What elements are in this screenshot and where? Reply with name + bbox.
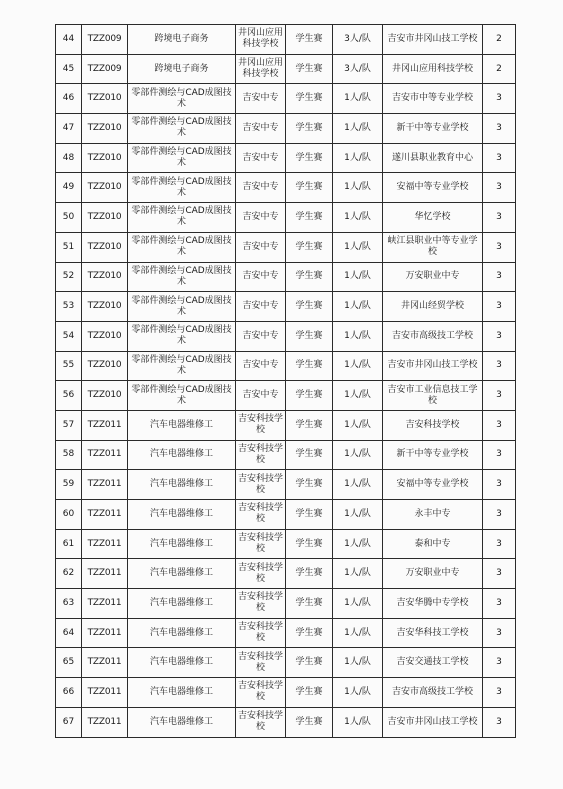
- group-number-cell: 3: [483, 203, 516, 233]
- host-school-cell: 吉安中专: [236, 84, 286, 114]
- group-number-cell: 3: [483, 618, 516, 648]
- table-row: [56, 500, 516, 530]
- competition-type-cell: 学生赛: [286, 321, 333, 351]
- row-number-cell: 63: [56, 589, 82, 619]
- team-size-cell: 1人/队: [333, 648, 383, 678]
- row-number-cell: 66: [56, 678, 82, 708]
- row-number-cell: 58: [56, 440, 82, 470]
- row-number-cell: 44: [56, 25, 82, 55]
- group-number-cell: 3: [483, 440, 516, 470]
- event-code-cell: TZZ010: [82, 262, 128, 292]
- host-school-cell: 吉安科技学校: [236, 678, 286, 708]
- event-name-cell: 汽车电器维修工: [128, 410, 236, 440]
- group-number-cell: 3: [483, 351, 516, 381]
- row-number-cell: 64: [56, 618, 82, 648]
- event-name-cell: 零部件测绘与CAD成图技术: [128, 262, 236, 292]
- host-school-cell: 吉安科技学校: [236, 529, 286, 559]
- row-number-cell: 53: [56, 292, 82, 322]
- event-name-cell: 汽车电器维修工: [128, 707, 236, 737]
- competition-type-cell: 学生赛: [286, 262, 333, 292]
- participating-school-cell: 吉安市高级技工学校: [383, 678, 483, 708]
- row-number-cell: 47: [56, 114, 82, 144]
- competition-type-cell: 学生赛: [286, 618, 333, 648]
- event-name-cell: 零部件测绘与CAD成图技术: [128, 381, 236, 411]
- participating-school-cell: 吉安华腾中专学校: [383, 589, 483, 619]
- competition-type-cell: 学生赛: [286, 678, 333, 708]
- group-number-cell: 2: [483, 25, 516, 55]
- group-number-cell: 3: [483, 707, 516, 737]
- event-code-cell: TZZ010: [82, 321, 128, 351]
- team-size-cell: 1人/队: [333, 321, 383, 351]
- host-school-cell: 吉安中专: [236, 114, 286, 144]
- table-row: [56, 410, 516, 440]
- group-number-cell: 3: [483, 262, 516, 292]
- registration-table: [55, 24, 516, 738]
- participating-school-cell: 吉安市中等专业学校: [383, 84, 483, 114]
- group-number-cell: 3: [483, 143, 516, 173]
- event-name-cell: 零部件测绘与CAD成图技术: [128, 114, 236, 144]
- host-school-cell: 吉安科技学校: [236, 500, 286, 530]
- participating-school-cell: 吉安华科技工学校: [383, 618, 483, 648]
- event-name-cell: 汽车电器维修工: [128, 500, 236, 530]
- event-name-cell: 零部件测绘与CAD成图技术: [128, 203, 236, 233]
- team-size-cell: 1人/队: [333, 470, 383, 500]
- row-number-cell: 48: [56, 143, 82, 173]
- table-row: [56, 203, 516, 233]
- team-size-cell: 1人/队: [333, 292, 383, 322]
- group-number-cell: 3: [483, 84, 516, 114]
- table-row: [56, 440, 516, 470]
- host-school-cell: 吉安中专: [236, 173, 286, 203]
- event-code-cell: TZZ010: [82, 351, 128, 381]
- competition-type-cell: 学生赛: [286, 25, 333, 55]
- competition-type-cell: 学生赛: [286, 589, 333, 619]
- host-school-cell: 吉安科技学校: [236, 648, 286, 678]
- group-number-cell: 3: [483, 648, 516, 678]
- participating-school-cell: 吉安科技学校: [383, 410, 483, 440]
- participating-school-cell: 永丰中专: [383, 500, 483, 530]
- team-size-cell: 1人/队: [333, 678, 383, 708]
- event-name-cell: 零部件测绘与CAD成图技术: [128, 84, 236, 114]
- event-code-cell: TZZ011: [82, 529, 128, 559]
- host-school-cell: 井冈山应用科技学校: [236, 25, 286, 55]
- participating-school-cell: 吉安市井冈山技工学校: [383, 351, 483, 381]
- table-row: [56, 25, 516, 55]
- group-number-cell: 3: [483, 559, 516, 589]
- participating-school-cell: 安福中等专业学校: [383, 470, 483, 500]
- competition-type-cell: 学生赛: [286, 203, 333, 233]
- table-row: [56, 351, 516, 381]
- event-name-cell: 零部件测绘与CAD成图技术: [128, 292, 236, 322]
- event-name-cell: 汽车电器维修工: [128, 559, 236, 589]
- table-row: [56, 143, 516, 173]
- row-number-cell: 45: [56, 54, 82, 84]
- row-number-cell: 46: [56, 84, 82, 114]
- row-number-cell: 59: [56, 470, 82, 500]
- event-code-cell: TZZ010: [82, 114, 128, 144]
- competition-type-cell: 学生赛: [286, 559, 333, 589]
- team-size-cell: 1人/队: [333, 618, 383, 648]
- competition-type-cell: 学生赛: [286, 54, 333, 84]
- participating-school-cell: 新干中等专业学校: [383, 440, 483, 470]
- participating-school-cell: 吉安市井冈山技工学校: [383, 707, 483, 737]
- event-name-cell: 汽车电器维修工: [128, 440, 236, 470]
- group-number-cell: 3: [483, 410, 516, 440]
- row-number-cell: 65: [56, 648, 82, 678]
- row-number-cell: 62: [56, 559, 82, 589]
- competition-type-cell: 学生赛: [286, 292, 333, 322]
- table-row: [56, 232, 516, 262]
- group-number-cell: 3: [483, 678, 516, 708]
- event-code-cell: TZZ010: [82, 203, 128, 233]
- participating-school-cell: 吉安市井冈山技工学校: [383, 25, 483, 55]
- team-size-cell: 1人/队: [333, 410, 383, 440]
- row-number-cell: 49: [56, 173, 82, 203]
- table-row: [56, 321, 516, 351]
- participating-school-cell: 峡江县职业中等专业学校: [383, 232, 483, 262]
- host-school-cell: 吉安科技学校: [236, 470, 286, 500]
- group-number-cell: 3: [483, 232, 516, 262]
- competition-type-cell: 学生赛: [286, 410, 333, 440]
- team-size-cell: 1人/队: [333, 381, 383, 411]
- competition-type-cell: 学生赛: [286, 648, 333, 678]
- host-school-cell: 吉安中专: [236, 203, 286, 233]
- event-code-cell: TZZ011: [82, 678, 128, 708]
- competition-type-cell: 学生赛: [286, 707, 333, 737]
- team-size-cell: 1人/队: [333, 84, 383, 114]
- table-row: [56, 589, 516, 619]
- group-number-cell: 3: [483, 292, 516, 322]
- group-number-cell: 3: [483, 321, 516, 351]
- host-school-cell: 吉安科技学校: [236, 559, 286, 589]
- table-row: [56, 648, 516, 678]
- row-number-cell: 50: [56, 203, 82, 233]
- event-code-cell: TZZ010: [82, 232, 128, 262]
- host-school-cell: 吉安中专: [236, 232, 286, 262]
- row-number-cell: 57: [56, 410, 82, 440]
- group-number-cell: 3: [483, 589, 516, 619]
- event-code-cell: TZZ011: [82, 470, 128, 500]
- table-body: [56, 25, 516, 738]
- team-size-cell: 1人/队: [333, 559, 383, 589]
- participating-school-cell: 安福中等专业学校: [383, 173, 483, 203]
- participating-school-cell: 吉安交通技工学校: [383, 648, 483, 678]
- host-school-cell: 吉安中专: [236, 143, 286, 173]
- team-size-cell: 1人/队: [333, 440, 383, 470]
- participating-school-cell: 遂川县职业教育中心: [383, 143, 483, 173]
- event-code-cell: TZZ010: [82, 84, 128, 114]
- team-size-cell: 1人/队: [333, 707, 383, 737]
- event-name-cell: 零部件测绘与CAD成图技术: [128, 351, 236, 381]
- row-number-cell: 51: [56, 232, 82, 262]
- team-size-cell: 1人/队: [333, 351, 383, 381]
- table-row: [56, 470, 516, 500]
- host-school-cell: 吉安中专: [236, 321, 286, 351]
- host-school-cell: 吉安科技学校: [236, 707, 286, 737]
- group-number-cell: 3: [483, 529, 516, 559]
- table-row: [56, 618, 516, 648]
- team-size-cell: 1人/队: [333, 529, 383, 559]
- table-row: [56, 529, 516, 559]
- event-code-cell: TZZ010: [82, 143, 128, 173]
- group-number-cell: 3: [483, 381, 516, 411]
- host-school-cell: 吉安中专: [236, 292, 286, 322]
- host-school-cell: 吉安科技学校: [236, 589, 286, 619]
- table-row: [56, 84, 516, 114]
- host-school-cell: 吉安科技学校: [236, 410, 286, 440]
- row-number-cell: 56: [56, 381, 82, 411]
- table-row: [56, 707, 516, 737]
- team-size-cell: 1人/队: [333, 262, 383, 292]
- participating-school-cell: 泰和中专: [383, 529, 483, 559]
- participating-school-cell: 井冈山应用科技学校: [383, 54, 483, 84]
- event-name-cell: 汽车电器维修工: [128, 470, 236, 500]
- event-code-cell: TZZ011: [82, 500, 128, 530]
- table-row: [56, 678, 516, 708]
- competition-type-cell: 学生赛: [286, 84, 333, 114]
- table-row: [56, 559, 516, 589]
- event-code-cell: TZZ009: [82, 25, 128, 55]
- group-number-cell: 3: [483, 173, 516, 203]
- team-size-cell: 1人/队: [333, 143, 383, 173]
- host-school-cell: 井冈山应用科技学校: [236, 54, 286, 84]
- event-code-cell: TZZ009: [82, 54, 128, 84]
- event-code-cell: TZZ010: [82, 381, 128, 411]
- team-size-cell: 1人/队: [333, 232, 383, 262]
- event-name-cell: 零部件测绘与CAD成图技术: [128, 173, 236, 203]
- competition-type-cell: 学生赛: [286, 173, 333, 203]
- group-number-cell: 3: [483, 470, 516, 500]
- team-size-cell: 3人/队: [333, 25, 383, 55]
- table-row: [56, 262, 516, 292]
- host-school-cell: 吉安中专: [236, 351, 286, 381]
- event-code-cell: TZZ010: [82, 173, 128, 203]
- row-number-cell: 54: [56, 321, 82, 351]
- event-name-cell: 零部件测绘与CAD成图技术: [128, 143, 236, 173]
- row-number-cell: 67: [56, 707, 82, 737]
- team-size-cell: 1人/队: [333, 589, 383, 619]
- event-name-cell: 汽车电器维修工: [128, 648, 236, 678]
- team-size-cell: 3人/队: [333, 54, 383, 84]
- event-name-cell: 汽车电器维修工: [128, 529, 236, 559]
- team-size-cell: 1人/队: [333, 114, 383, 144]
- host-school-cell: 吉安中专: [236, 262, 286, 292]
- event-name-cell: 汽车电器维修工: [128, 618, 236, 648]
- event-name-cell: 零部件测绘与CAD成图技术: [128, 232, 236, 262]
- host-school-cell: 吉安科技学校: [236, 618, 286, 648]
- event-code-cell: TZZ011: [82, 559, 128, 589]
- team-size-cell: 1人/队: [333, 203, 383, 233]
- row-number-cell: 52: [56, 262, 82, 292]
- competition-type-cell: 学生赛: [286, 470, 333, 500]
- event-name-cell: 汽车电器维修工: [128, 678, 236, 708]
- team-size-cell: 1人/队: [333, 173, 383, 203]
- event-code-cell: TZZ011: [82, 618, 128, 648]
- event-code-cell: TZZ010: [82, 292, 128, 322]
- group-number-cell: 3: [483, 500, 516, 530]
- table-row: [56, 292, 516, 322]
- participating-school-cell: 吉安市高级技工学校: [383, 321, 483, 351]
- event-name-cell: 零部件测绘与CAD成图技术: [128, 321, 236, 351]
- event-code-cell: TZZ011: [82, 648, 128, 678]
- row-number-cell: 61: [56, 529, 82, 559]
- table-row: [56, 114, 516, 144]
- event-code-cell: TZZ011: [82, 589, 128, 619]
- group-number-cell: 2: [483, 54, 516, 84]
- row-number-cell: 60: [56, 500, 82, 530]
- row-number-cell: 55: [56, 351, 82, 381]
- competition-type-cell: 学生赛: [286, 440, 333, 470]
- table-row: [56, 381, 516, 411]
- competition-type-cell: 学生赛: [286, 114, 333, 144]
- participating-school-cell: 新干中等专业学校: [383, 114, 483, 144]
- participating-school-cell: 井冈山经贸学校: [383, 292, 483, 322]
- competition-type-cell: 学生赛: [286, 143, 333, 173]
- competition-type-cell: 学生赛: [286, 500, 333, 530]
- competition-type-cell: 学生赛: [286, 351, 333, 381]
- event-name-cell: 跨境电子商务: [128, 25, 236, 55]
- competition-type-cell: 学生赛: [286, 529, 333, 559]
- participating-school-cell: 万安职业中专: [383, 559, 483, 589]
- event-code-cell: TZZ011: [82, 410, 128, 440]
- event-code-cell: TZZ011: [82, 440, 128, 470]
- participating-school-cell: 万安职业中专: [383, 262, 483, 292]
- table-row: [56, 173, 516, 203]
- table-row: [56, 54, 516, 84]
- competition-type-cell: 学生赛: [286, 232, 333, 262]
- event-name-cell: 汽车电器维修工: [128, 589, 236, 619]
- competition-type-cell: 学生赛: [286, 381, 333, 411]
- participating-school-cell: 吉安市工业信息技工学校: [383, 381, 483, 411]
- host-school-cell: 吉安中专: [236, 381, 286, 411]
- host-school-cell: 吉安科技学校: [236, 440, 286, 470]
- group-number-cell: 3: [483, 114, 516, 144]
- event-name-cell: 跨境电子商务: [128, 54, 236, 84]
- event-code-cell: TZZ011: [82, 707, 128, 737]
- team-size-cell: 1人/队: [333, 500, 383, 530]
- participating-school-cell: 华忆学校: [383, 203, 483, 233]
